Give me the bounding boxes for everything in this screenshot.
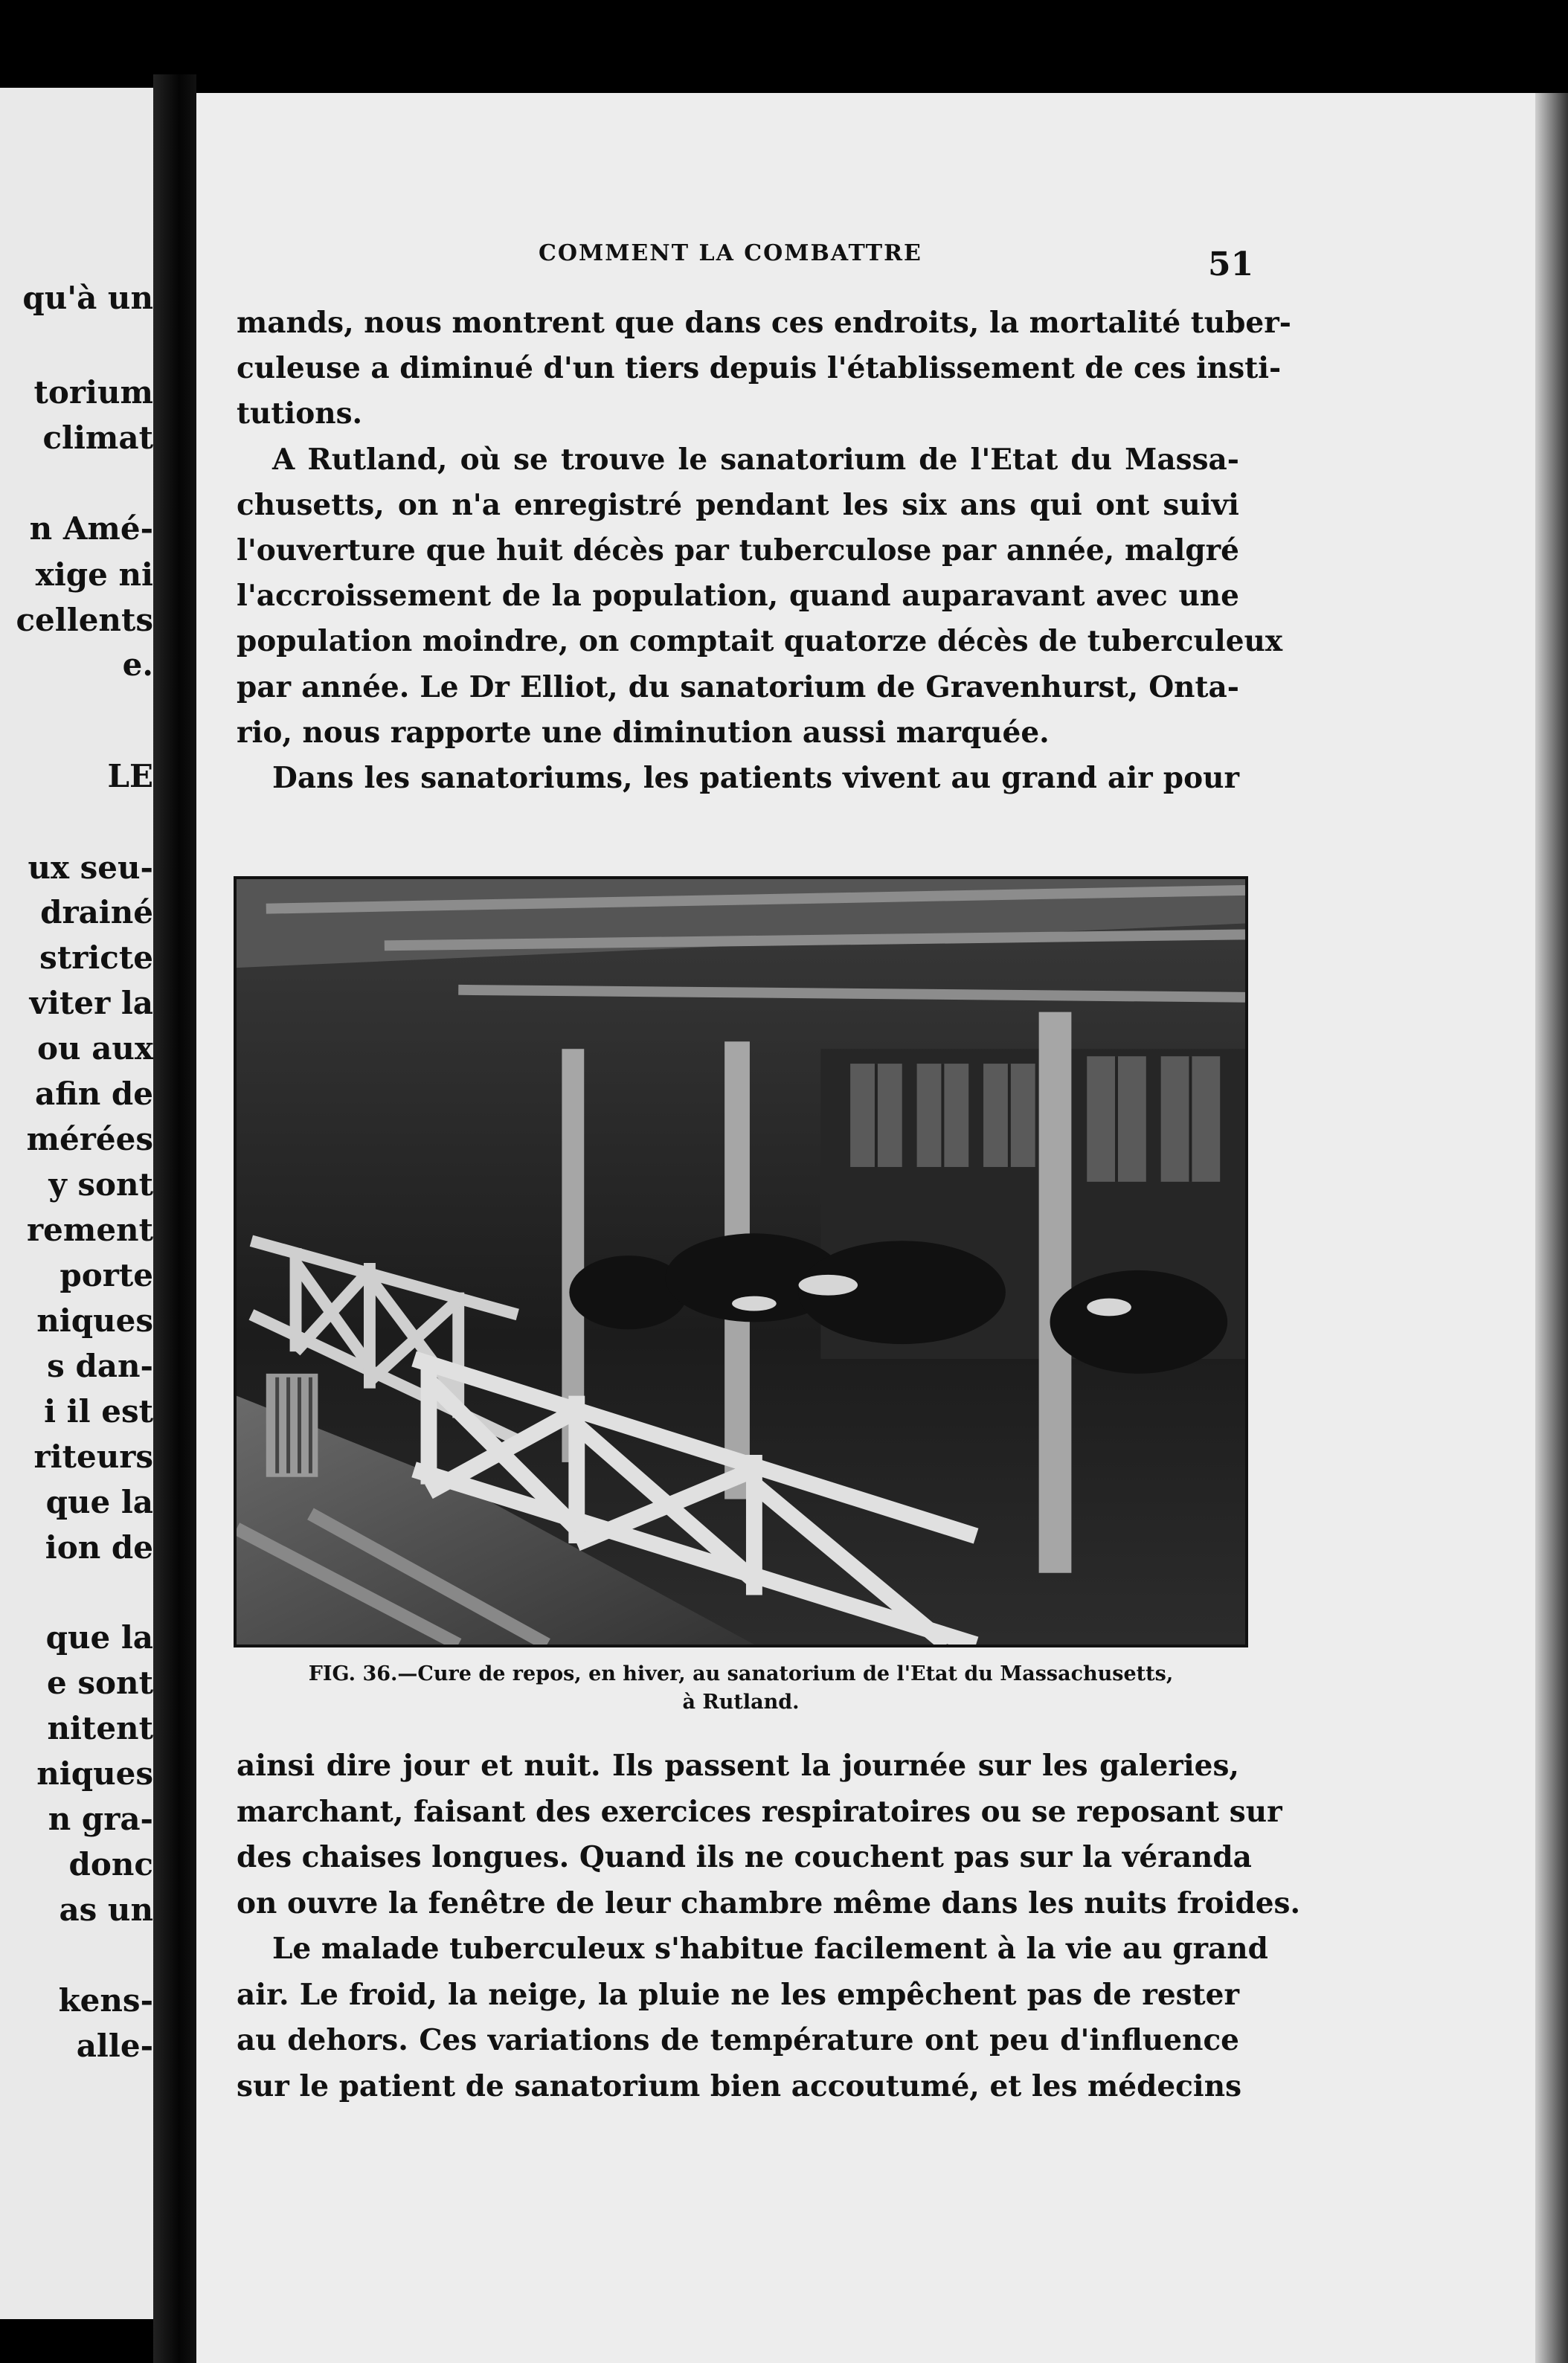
left-page-line: que la xyxy=(45,1484,153,1520)
left-page-line: as un xyxy=(59,1891,153,1928)
figure-caption-line-1: FIG. 36.—Cure de repos, en hiver, au sanatorium de l'Etat du Massachusetts, xyxy=(308,1662,1174,1685)
left-page-line: rement xyxy=(27,1212,153,1248)
left-page-line: niques xyxy=(36,1755,153,1792)
left-page-line: n Amé- xyxy=(29,510,153,547)
body-line: marchant, faisant des exercices respiratoires ou se reposant sur xyxy=(237,1794,1282,1829)
left-page-line: ux seu- xyxy=(28,849,153,886)
veranda-photo xyxy=(237,879,1245,1645)
left-page-line: qu'à un xyxy=(22,280,153,316)
left-page-line: porte xyxy=(60,1257,153,1293)
left-page-line: y sont xyxy=(48,1166,153,1203)
body-line: tutions. xyxy=(237,396,363,431)
body-line: air. Le froid, la neige, la pluie ne les empêchent pas de rester xyxy=(237,1977,1239,2012)
book-gutter xyxy=(153,74,196,2363)
left-page-line: donc xyxy=(68,1846,153,1883)
running-head: COMMENT LA COMBATTRE xyxy=(539,240,922,266)
figure-photograph xyxy=(234,876,1248,1647)
page-number: 51 xyxy=(1208,245,1254,283)
left-page-line: s dan- xyxy=(47,1348,153,1384)
left-page-line: mérées xyxy=(26,1121,153,1157)
body-line: au dehors. Ces variations de température ont peu d'influence xyxy=(237,2023,1239,2057)
left-page-line: afin de xyxy=(35,1076,153,1112)
body-line: A Rutland, où se trouve le sanatorium de l'Etat du Massa- xyxy=(272,442,1239,477)
left-page-line: que la xyxy=(45,1619,153,1656)
left-page-line: riteurs xyxy=(33,1438,153,1475)
left-page-line: niques xyxy=(36,1302,153,1339)
body-line: sur le patient de sanatorium bien accoutumé, et les médecins xyxy=(237,2068,1242,2103)
left-page-line: ion de xyxy=(45,1529,153,1566)
body-line: chusetts, on n'a enregistré pendant les six ans qui ont suivi xyxy=(237,487,1239,522)
body-line: rio, nous rapporte une diminution aussi marquée. xyxy=(237,715,1050,750)
left-page-line: ou aux xyxy=(37,1030,153,1067)
left-page-line: torium xyxy=(33,374,153,411)
body-line: l'accroissement de la population, quand auparavant avec une xyxy=(237,579,1239,614)
left-page-line: LE xyxy=(107,758,153,794)
body-line: l'ouverture que huit décès par tuberculose par année, malgré xyxy=(237,533,1239,568)
body-line: culeuse a diminué d'un tiers depuis l'établissement de ces insti- xyxy=(237,351,1282,386)
left-page-line: e. xyxy=(122,646,153,683)
body-line: population moindre, on comptait quatorze décès de tuberculeux xyxy=(237,624,1283,659)
left-page-line: stricte xyxy=(39,939,153,976)
page-edge-shadow xyxy=(1535,93,1568,2363)
body-line: Le malade tuberculeux s'habitue facilement à la vie au grand xyxy=(272,1932,1268,1966)
body-line: des chaises longues. Quand ils ne couchent pas sur la véranda xyxy=(237,1840,1252,1874)
left-page-line: cellents xyxy=(16,602,153,638)
left-page-line: viter la xyxy=(29,985,153,1021)
left-page-line: climat xyxy=(42,419,153,456)
left-page-line: kens- xyxy=(58,1982,153,2019)
left-page-line: e sont xyxy=(47,1665,153,1701)
left-page-line: n gra- xyxy=(48,1801,153,1837)
body-line: Dans les sanatoriums, les patients vivent au grand air pour xyxy=(272,761,1239,795)
body-line: mands, nous montrent que dans ces endroits, la mortalité tuber- xyxy=(237,306,1291,340)
left-page-line: xige ni xyxy=(35,556,153,593)
figure-caption-line-2: à Rutland. xyxy=(682,1691,800,1714)
main-page xyxy=(196,93,1535,2363)
left-page-line: i il est xyxy=(44,1393,153,1430)
left-page-line: alle- xyxy=(76,2028,153,2064)
body-line: par année. Le Dr Elliot, du sanatorium de Gravenhurst, Onta- xyxy=(237,669,1239,704)
left-page-line: nitent xyxy=(47,1710,153,1746)
left-page-fragment xyxy=(0,88,153,2319)
left-page-line: drainé xyxy=(40,894,153,930)
body-line: on ouvre la fenêtre de leur chambre même dans les nuits froides. xyxy=(237,1885,1301,1920)
body-line: ainsi dire jour et nuit. Ils passent la journée sur les galeries, xyxy=(237,1749,1239,1783)
